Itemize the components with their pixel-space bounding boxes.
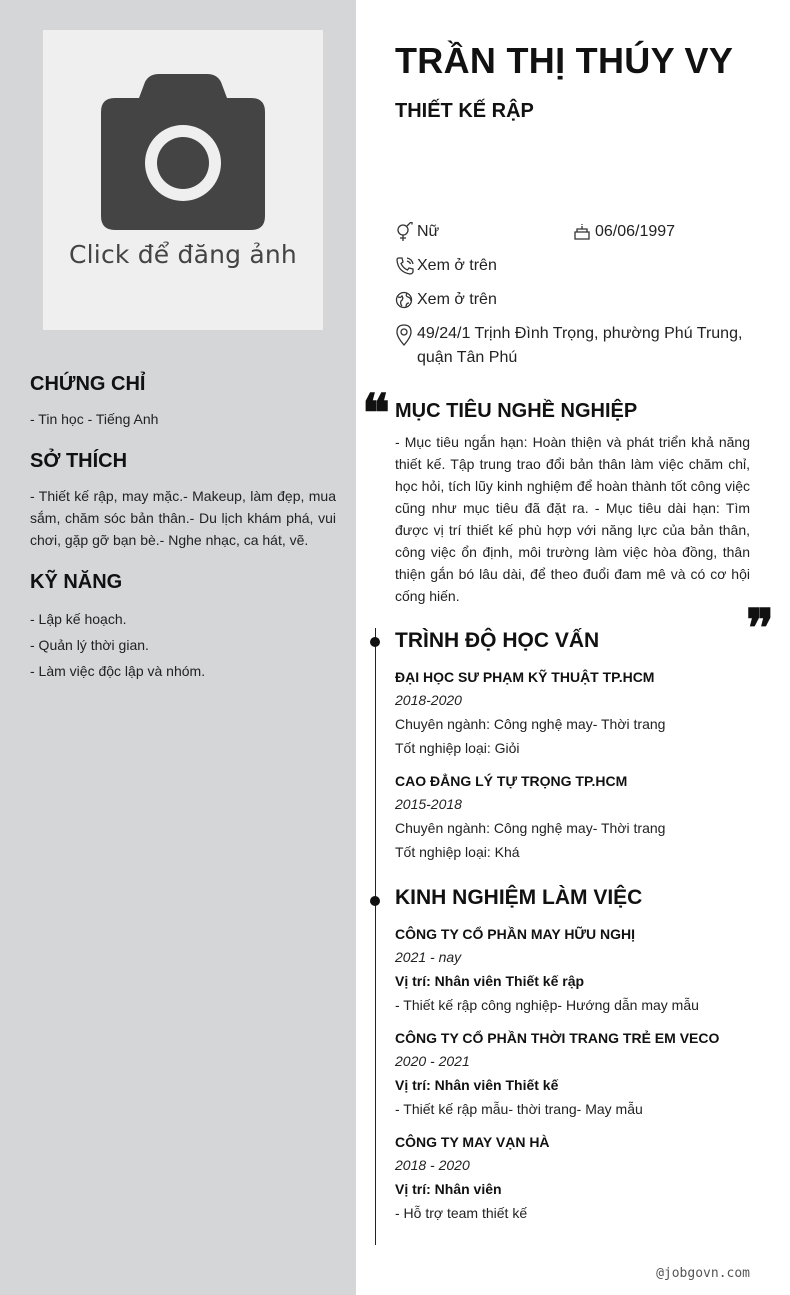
skill-item: - Làm việc độc lập và nhóm. [30, 663, 206, 679]
timeline-dot [370, 637, 380, 647]
hobbies-text: - Thiết kế rập, may mặc.- Makeup, làm đẹp, mua sắm, chăm sóc bản thân.- Du lịch khám phá, vui chơi, gặp gỡ bạn bè.- Nghe nhạc, ca hát, vẽ. [30, 488, 336, 548]
job-title: THIẾT KẾ RẬP [395, 100, 534, 122]
hobbies-title: SỞ THÍCH [30, 450, 128, 472]
education-entry [395, 667, 755, 762]
education-grade: Tốt nghiệp loại: Giỏi [395, 740, 520, 756]
experience-entry [395, 924, 755, 1019]
camera-icon [99, 74, 267, 234]
left-sidebar [0, 0, 356, 1295]
experience-title: KINH NGHIỆM LÀM VIỆC [395, 886, 643, 909]
certificates-title: CHỨNG CHỈ [30, 373, 146, 395]
experience-period: 2020 - 2021 [395, 1053, 470, 1069]
gender-icon [395, 222, 415, 242]
school-name: CAO ĐẲNG LÝ TỰ TRỌNG TP.HCM [395, 773, 628, 789]
education-period: 2018-2020 [395, 692, 462, 708]
certificates-section [30, 373, 336, 430]
phone-icon [395, 256, 415, 276]
experience-period: 2021 - nay [395, 949, 462, 965]
footer-watermark: @jobgovn.com [656, 1266, 750, 1281]
company-name: CÔNG TY CỔ PHẦN MAY HỮU NGHỊ [395, 926, 636, 942]
company-name: CÔNG TY MAY VẠN HÀ [395, 1134, 550, 1150]
timeline-dot [370, 896, 380, 906]
experience-description: - Hỗ trợ team thiết kế [395, 1205, 528, 1221]
skill-item: - Lập kế hoạch. [30, 611, 127, 627]
objective-title: MỤC TIÊU NGHỀ NGHIỆP [395, 400, 638, 422]
timeline-line [375, 628, 376, 1245]
location-pin-icon [395, 324, 413, 346]
objective-text: - Mục tiêu ngắn hạn: Hoàn thiện và phát triển khả năng thiết kế. Tập trung trao đổi bản thân làm việc chăm chỉ, học hỏi, tích lũy kinh nghiệm để hoàn thành tốt công việc cũng như mục tiêu đã đặt ra. - Mục tiêu dài hạn: Tìm được vị trí thiết kế phù hợp với năng lực của bản thân, công việc ổn định, môi trường làm việc hòa đồng, thân thiện gắn bó lâu dài, để theo đuổi đam mê và có cơ hội cống hiến. [395, 434, 750, 604]
experience-position: Vị trí: Nhân viên Thiết kế rập [395, 973, 585, 989]
phone-value: Xem ở trên [417, 257, 497, 274]
education-period: 2015-2018 [395, 796, 462, 812]
experience-position: Vị trí: Nhân viên Thiết kế [395, 1077, 559, 1093]
experience-position: Vị trí: Nhân viên [395, 1181, 502, 1197]
experience-description: - Thiết kế rập công nghiệp- Hướng dẫn may mẫu [395, 997, 699, 1013]
education-entry [395, 771, 755, 866]
close-quote-icon: ❞ [746, 598, 774, 659]
globe-icon [395, 290, 415, 310]
skills-title: KỸ NĂNG [30, 571, 123, 593]
full-name: TRẦN THỊ THÚY VY [395, 40, 734, 81]
photo-upload[interactable] [43, 30, 323, 330]
website-value: Xem ở trên [417, 291, 497, 308]
gender-value: Nữ [417, 223, 440, 240]
education-grade: Tốt nghiệp loại: Khá [395, 844, 520, 860]
dob-value: 06/06/1997 [595, 223, 676, 240]
photo-upload-label: Click để đăng ảnh [69, 240, 297, 269]
hobbies-section [30, 450, 336, 551]
open-quote-icon: ❝ [362, 383, 390, 444]
experience-period: 2018 - 2020 [395, 1157, 470, 1173]
school-name: ĐẠI HỌC SƯ PHẠM KỸ THUẬT TP.HCM [395, 669, 655, 685]
education-major: Chuyên ngành: Công nghệ may- Thời trang [395, 716, 666, 732]
company-name: CÔNG TY CỔ PHẦN THỜI TRANG TRẺ EM VECO [395, 1030, 720, 1046]
experience-description: - Thiết kế rập mẫu- thời trang- May mẫu [395, 1101, 643, 1117]
education-title: TRÌNH ĐỘ HỌC VẤN [395, 629, 600, 652]
certificates-text: - Tin học - Tiếng Anh [30, 411, 159, 427]
address-value: 49/24/1 Trịnh Đình Trọng, phường Phú Trung, quận Tân Phú [417, 325, 743, 366]
skills-section [30, 571, 336, 684]
skill-item: - Quản lý thời gian. [30, 637, 149, 653]
birthday-cake-icon [573, 222, 591, 242]
experience-entry [395, 1028, 755, 1123]
experience-entry [395, 1132, 755, 1227]
education-major: Chuyên ngành: Công nghệ may- Thời trang [395, 820, 666, 836]
